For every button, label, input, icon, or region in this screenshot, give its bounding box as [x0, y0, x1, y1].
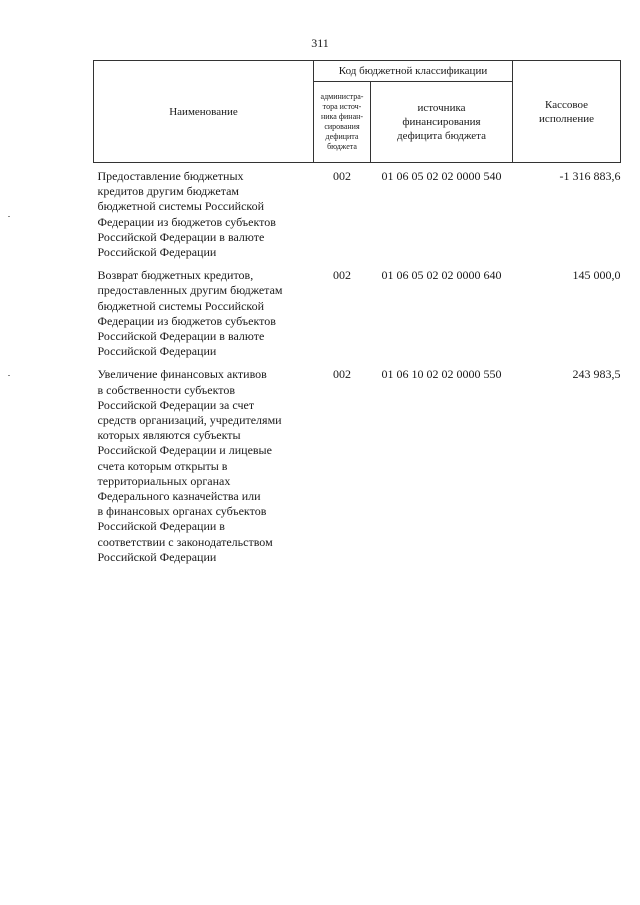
row-name-line: Российской Федерации и лицевые [97, 443, 272, 458]
scan-speck [8, 216, 10, 217]
row-name-line: территориальных органах [97, 473, 231, 488]
row-name-line: кредитов другим бюджетам [97, 184, 239, 199]
row-name-line: Российской Федерации в [97, 519, 225, 534]
row-name-line: Федерации из бюджетов субъектов [97, 214, 276, 229]
row-admin-code: 002 [333, 367, 351, 382]
row-name-line: предоставленных другим бюджетам [97, 283, 283, 298]
header-amount [513, 61, 621, 163]
row-name-line: счета которым открыты в [97, 458, 228, 473]
header-admin-line: бюджета [327, 142, 357, 151]
row-amount: 145 000,0 [572, 268, 621, 283]
table-row [94, 367, 621, 573]
table-header [94, 61, 621, 163]
row-source-code: 01 06 05 02 02 0000 640 [381, 268, 502, 283]
row-name [94, 163, 314, 269]
row-name-line: Российской Федерации в валюте [97, 329, 265, 344]
row-name-line: Российской Федерации [97, 245, 217, 260]
header-name: Наименование [94, 61, 314, 163]
row-name-line: средств организаций, учредителями [97, 413, 282, 428]
header-source-line: дефицита бюджета [397, 130, 486, 142]
header-admin-line: тора источ- [322, 102, 362, 111]
row-name-line: бюджетной системы Российской [97, 199, 265, 214]
row-name-line: Предоставление бюджетных [97, 169, 244, 183]
row-name-line: Увеличение финансовых активов [97, 367, 267, 382]
row-name-line: в финансовых органах субъектов [97, 504, 267, 519]
row-name-line: Федерального казначейства или [97, 489, 261, 504]
page-number: 311 [311, 36, 329, 50]
row-name-line: Возврат бюджетных кредитов, [97, 268, 254, 283]
header-admin-line: сирования [324, 122, 360, 131]
row-name [94, 268, 314, 367]
row-source-code: 01 06 10 02 02 0000 550 [381, 367, 502, 382]
row-name-line: Российской Федерации в валюте [97, 229, 265, 244]
header-amount-line: Кассовое [545, 98, 588, 111]
budget-table [93, 60, 621, 573]
row-name-line: бюджетной системы Российской [97, 298, 265, 313]
header-admin-line: ника финан- [320, 112, 364, 121]
row-amount: 243 983,5 [572, 367, 621, 382]
row-source-code: 01 06 05 02 02 0000 540 [381, 169, 502, 183]
header-admin-line: дефицита [325, 132, 359, 141]
scan-speck [8, 375, 10, 376]
header-amount-line: исполнение [539, 112, 594, 125]
row-name-line: Федерации из бюджетов субъектов [97, 313, 276, 328]
row-name-line: Российской Федерации за счет [97, 397, 255, 412]
row-name-line: Российской Федерации [97, 344, 217, 359]
table-row [94, 268, 621, 367]
row-name-line: в собственности субъектов [97, 382, 235, 397]
row-name-line: соответствии с законодательством [97, 534, 273, 549]
header-source-line: источника [417, 102, 466, 114]
table-row [94, 163, 621, 269]
header-admin [314, 82, 371, 163]
header-admin-line: администра- [320, 92, 364, 101]
row-name-line: которых являются субъекты [97, 428, 241, 443]
row-amount: -1 316 883,6 [559, 169, 621, 183]
row-name [94, 367, 314, 573]
row-admin-code: 002 [333, 169, 351, 183]
table-body [94, 163, 621, 574]
header-source-line: финансирования [402, 116, 481, 128]
row-name-line: Российской Федерации [97, 549, 217, 564]
header-code-group: Код бюджетной классификации [314, 61, 513, 82]
header-source [371, 82, 513, 163]
row-admin-code: 002 [333, 268, 351, 283]
